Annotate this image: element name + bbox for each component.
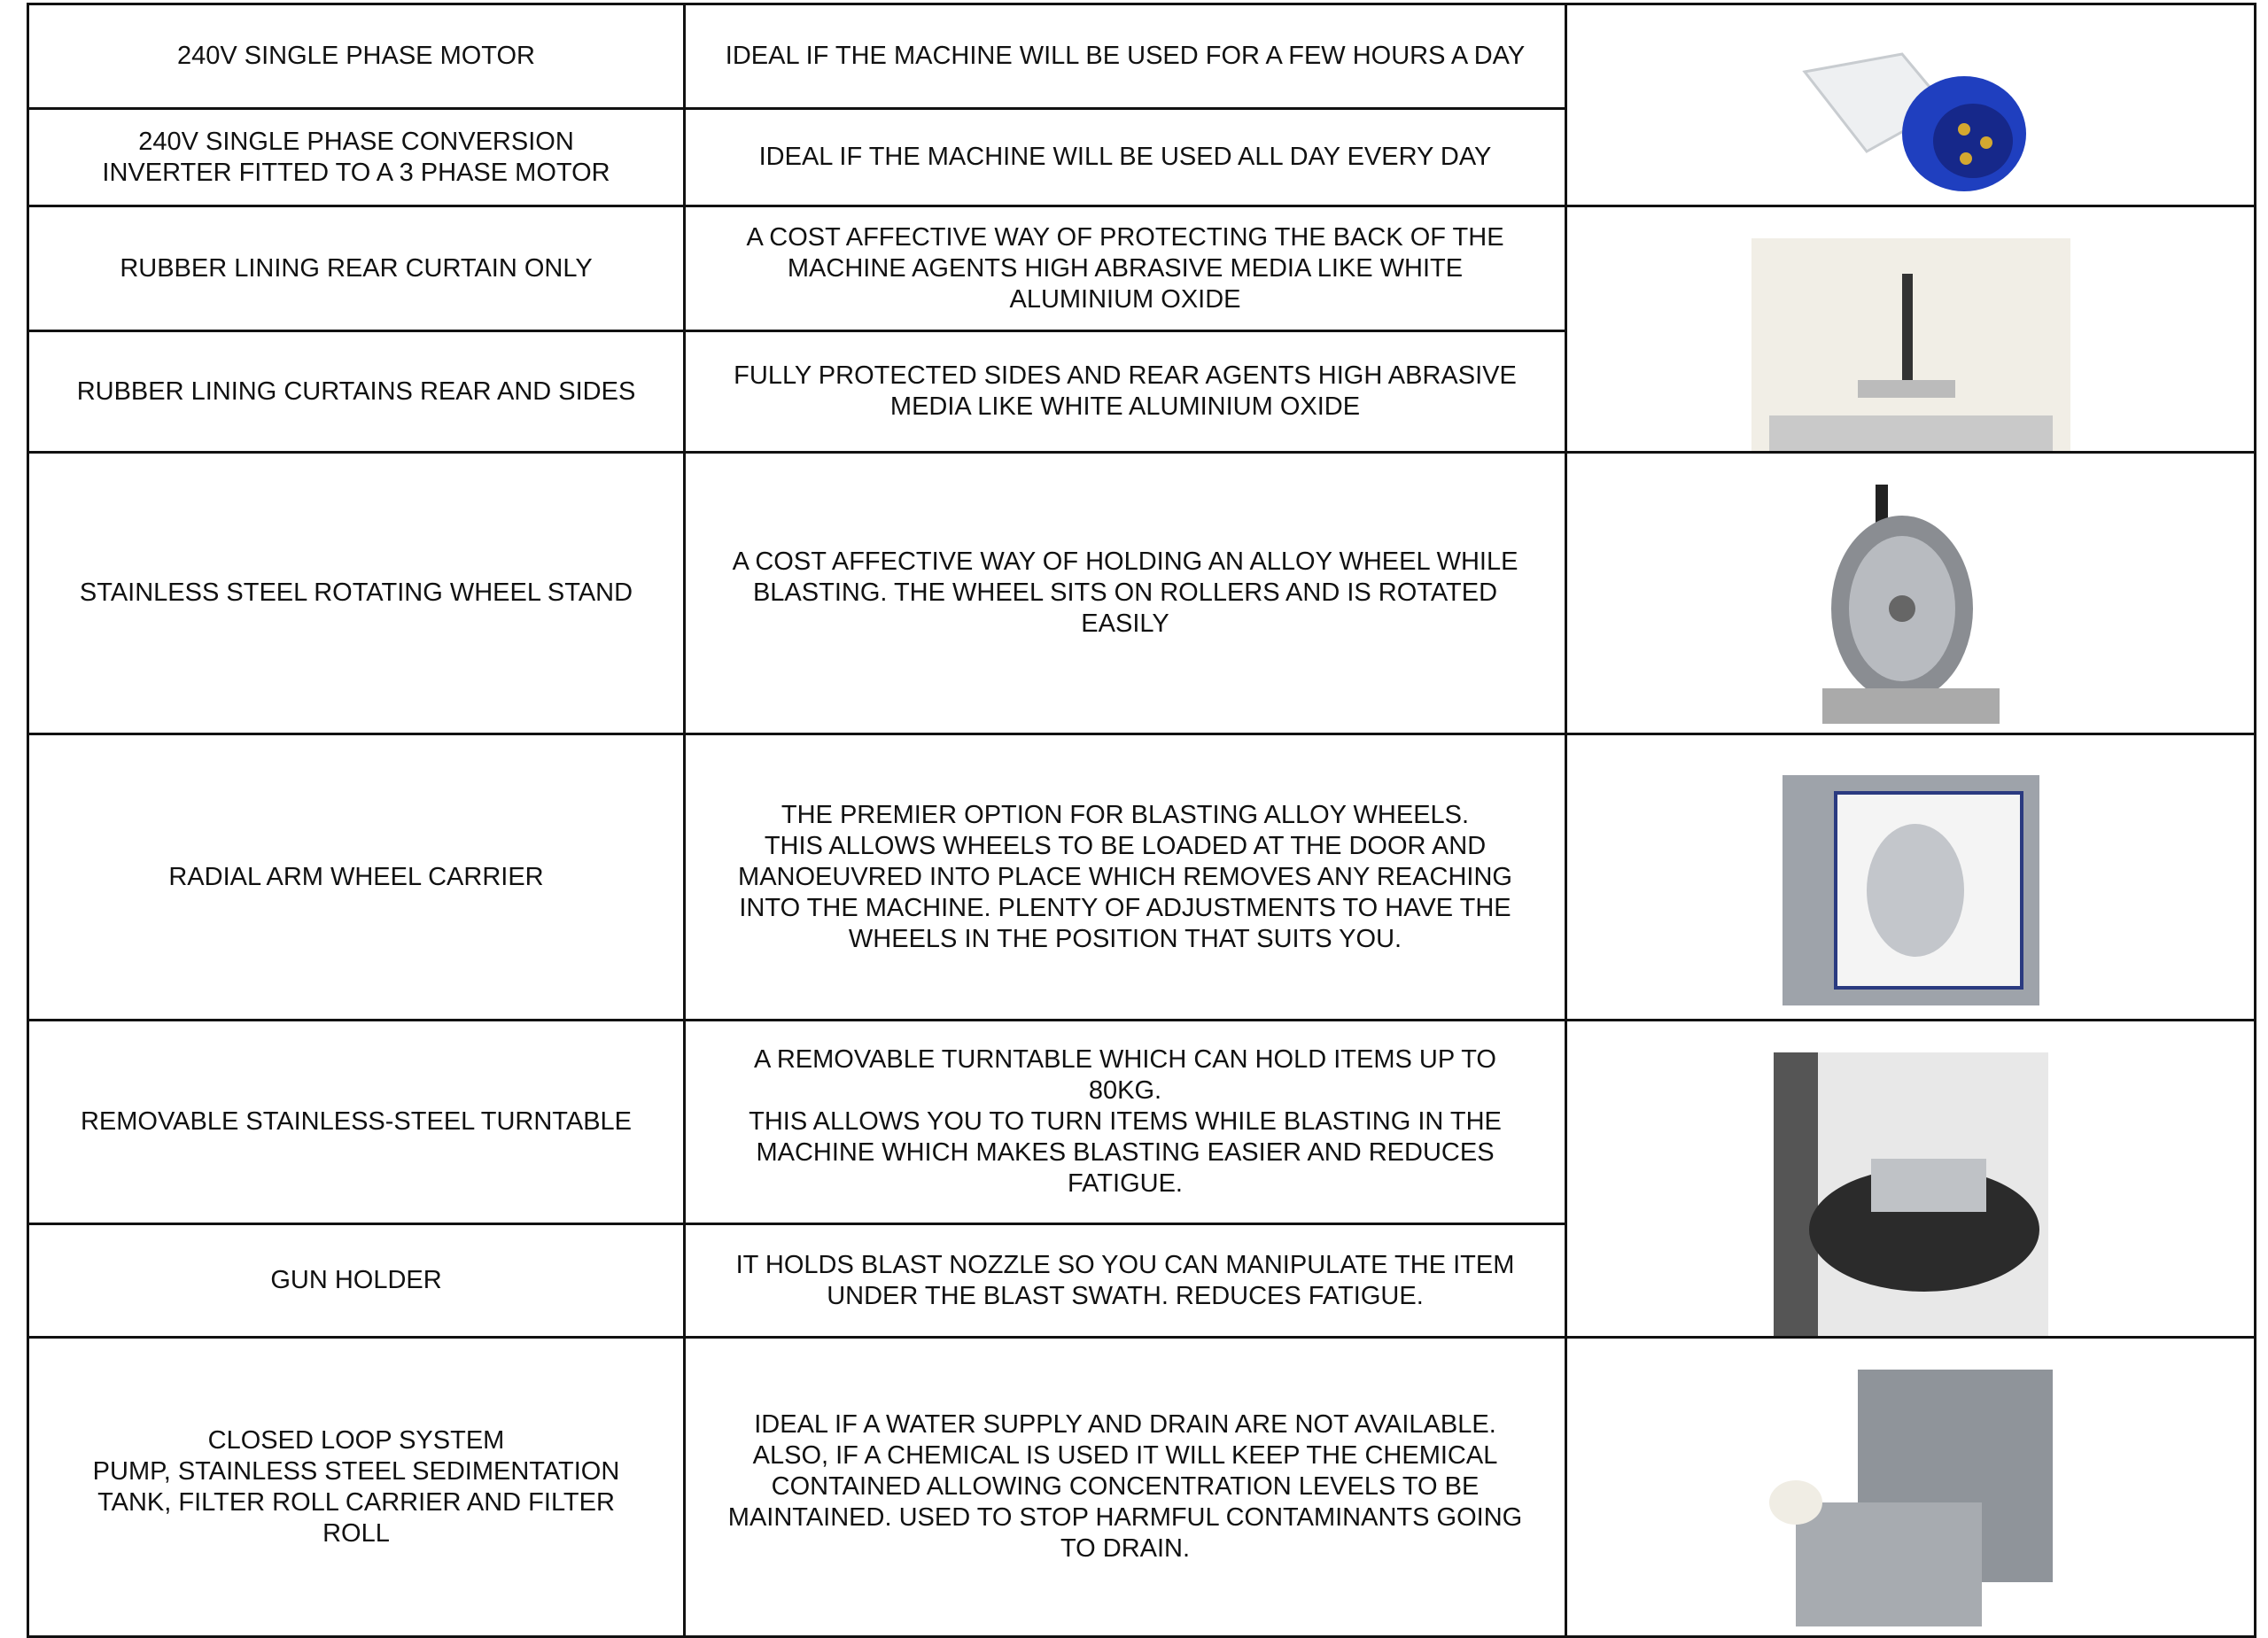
option-name: 240V SINGLE PHASE MOTOR [28, 4, 685, 109]
option-name: CLOSED LOOP SYSTEM PUMP, STAINLESS STEEL SEDIMENTATION TANK, FILTER ROLL CARRIER AND FILTER ROLL [28, 1338, 685, 1637]
table-row [28, 453, 2256, 734]
alloy-wheel-icon [1805, 485, 2017, 733]
table-row [28, 4, 2256, 109]
turntable-icon [1774, 1052, 2048, 1336]
option-name: RUBBER LINING CURTAINS REAR AND SIDES [28, 331, 685, 453]
cabinet-interior-icon [1751, 238, 2070, 451]
table-row [28, 734, 2256, 1021]
option-name: RADIAL ARM WHEEL CARRIER [28, 734, 685, 1021]
option-name: REMOVABLE STAINLESS-STEEL TURNTABLE [28, 1021, 685, 1224]
option-description: A COST AFFECTIVE WAY OF HOLDING AN ALLOY WHEEL WHILE BLASTING. THE WHEEL SITS ON ROLLERS AND IS ROTATED EASILY [685, 453, 1566, 734]
option-description: FULLY PROTECTED SIDES AND REAR AGENTS HIGH ABRASIVE MEDIA LIKE WHITE ALUMINIUM OXIDE [685, 331, 1566, 453]
option-name: GUN HOLDER [28, 1224, 685, 1338]
table-row [28, 1338, 2256, 1637]
radial-arm-image [1566, 734, 2256, 1021]
option-description: A COST AFFECTIVE WAY OF PROTECTING THE BACK OF THE MACHINE AGENTS HIGH ABRASIVE MEDIA LIKE WHITE ALUMINIUM OXIDE [685, 206, 1566, 331]
rubber-lining-image [1566, 206, 2256, 453]
table-row [28, 206, 2256, 331]
option-name: STAINLESS STEEL ROTATING WHEEL STAND [28, 453, 685, 734]
turntable-image [1566, 1021, 2256, 1338]
wheel-stand-image [1566, 453, 2256, 734]
option-name: RUBBER LINING REAR CURTAIN ONLY [28, 206, 685, 331]
option-description: IT HOLDS BLAST NOZZLE SO YOU CAN MANIPULATE THE ITEM UNDER THE BLAST SWATH. REDUCES FATIGUE. [685, 1224, 1566, 1338]
option-name: 240V SINGLE PHASE CONVERSION INVERTER FITTED TO A 3 PHASE MOTOR [28, 109, 685, 206]
options-table [27, 3, 2256, 1638]
option-description: THE PREMIER OPTION FOR BLASTING ALLOY WHEELS. THIS ALLOWS WHEELS TO BE LOADED AT THE DOOR AND MANOEUVRED INTO PLACE WHICH REMOVES ANY REACHING INTO THE MACHINE. PLENTY OF ADJUSTMENTS TO HAVE THE WHEELS IN THE POSITION THAT SUITS YOU. [685, 734, 1566, 1021]
option-description: IDEAL IF THE MACHINE WILL BE USED FOR A FEW HOURS A DAY [685, 4, 1566, 109]
option-description: A REMOVABLE TURNTABLE WHICH CAN HOLD ITEMS UP TO 80KG. THIS ALLOWS YOU TO TURN ITEMS WHILE BLASTING IN THE MACHINE WHICH MAKES BLASTING EASIER AND REDUCES FATIGUE. [685, 1021, 1566, 1224]
table-row [28, 1021, 2256, 1224]
option-description: IDEAL IF A WATER SUPPLY AND DRAIN ARE NOT AVAILABLE. ALSO, IF A CHEMICAL IS USED IT WILL KEEP THE CHEMICAL CONTAINED ALLOWING CONCENTRATION LEVELS TO BE MAINTAINED. USED TO STOP HARMFUL CONTAMINANTS GOING TO DRAIN. [685, 1338, 1566, 1637]
radial-arm-carrier-icon [1783, 766, 2039, 1019]
plug-icon [1769, 36, 2053, 205]
option-description: IDEAL IF THE MACHINE WILL BE USED ALL DAY EVERY DAY [685, 109, 1566, 206]
plug-image [1566, 4, 2256, 206]
closed-loop-image [1566, 1338, 2256, 1637]
closed-loop-system-icon [1760, 1370, 2062, 1635]
